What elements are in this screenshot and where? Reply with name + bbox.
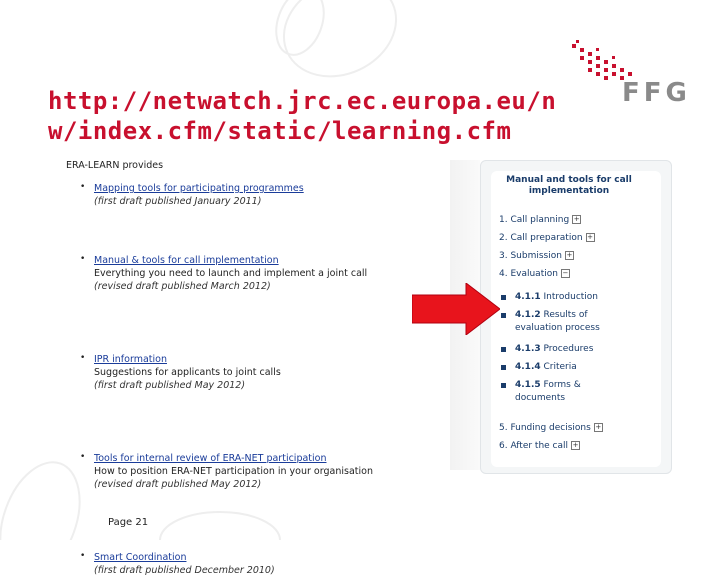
submenu-number: 4.1.4 bbox=[515, 362, 541, 372]
list-item bbox=[60, 254, 450, 293]
submenu-item-results[interactable] bbox=[515, 309, 615, 335]
bullet-icon: • bbox=[80, 452, 86, 462]
menu-item-call-planning[interactable] bbox=[499, 215, 581, 225]
resource-link-ipr-information[interactable]: IPR information bbox=[94, 354, 167, 365]
bullet-icon: • bbox=[80, 254, 86, 264]
resource-link-internal-review[interactable]: Tools for internal review of ERA-NET participation bbox=[94, 453, 327, 464]
bullet-icon: • bbox=[80, 551, 86, 561]
menu-item-label: 2. Call preparation bbox=[499, 233, 583, 243]
submenu-label: Forms & documents bbox=[515, 380, 581, 403]
submenu-number: 4.1.5 bbox=[515, 380, 541, 390]
submenu-label: Criteria bbox=[543, 362, 577, 372]
menu-item-call-preparation[interactable] bbox=[499, 233, 595, 243]
menu-item-after-the-call[interactable] bbox=[499, 441, 580, 451]
expand-icon[interactable]: + bbox=[595, 423, 602, 431]
panel-title: Manual and tools for call implementation bbox=[506, 175, 632, 196]
menu-item-funding-decisions[interactable] bbox=[499, 423, 603, 433]
ffg-logo-text: FFG bbox=[622, 78, 691, 108]
expand-icon[interactable]: + bbox=[573, 215, 580, 223]
bullet-square-icon bbox=[501, 383, 506, 388]
page-number: Page 21 bbox=[108, 517, 149, 528]
menu-item-label: 3. Submission bbox=[499, 251, 562, 261]
submenu-label: Results of evaluation process bbox=[515, 310, 600, 333]
resource-link-mapping-tools[interactable]: Mapping tools for participating programmes bbox=[94, 183, 304, 194]
resource-description: Everything you need to launch and implement a joint call bbox=[94, 268, 368, 279]
expand-icon[interactable]: + bbox=[572, 441, 579, 449]
resource-description: How to position ERA-NET participation in your organisation bbox=[94, 466, 373, 477]
submenu-item-forms[interactable] bbox=[515, 379, 605, 405]
bullet-square-icon bbox=[501, 365, 506, 370]
bullet-square-icon bbox=[501, 295, 506, 300]
list-item bbox=[60, 452, 450, 491]
intro-text: ERA-LEARN provides bbox=[66, 160, 164, 171]
red-arrow-icon bbox=[412, 283, 500, 335]
resource-link-smart-coordination[interactable]: Smart Coordination bbox=[94, 552, 187, 563]
list-item bbox=[60, 353, 450, 392]
resource-note: (revised draft published May 2012) bbox=[94, 479, 262, 490]
bullet-icon: • bbox=[80, 353, 86, 363]
submenu-number: 4.1.3 bbox=[515, 344, 541, 354]
submenu-item-criteria[interactable] bbox=[515, 361, 577, 374]
menu-item-label: 6. After the call bbox=[499, 441, 569, 451]
call-implementation-panel bbox=[480, 160, 672, 474]
submenu-item-procedures[interactable] bbox=[515, 343, 593, 356]
list-item bbox=[60, 551, 450, 577]
expand-icon[interactable]: + bbox=[566, 251, 573, 259]
submenu-item-introduction[interactable] bbox=[515, 291, 598, 304]
expand-icon[interactable]: + bbox=[587, 233, 593, 241]
submenu-label: Introduction bbox=[543, 292, 599, 302]
resource-link-manual-tools[interactable]: Manual & tools for call implementation bbox=[94, 255, 279, 266]
resource-note: (revised draft published March 2012) bbox=[94, 281, 271, 292]
list-item bbox=[60, 182, 450, 208]
submenu-number: 4.1.1 bbox=[515, 292, 541, 302]
menu-item-submission[interactable] bbox=[499, 251, 574, 261]
bullet-square-icon bbox=[501, 347, 506, 352]
menu-item-label: 4. Evaluation bbox=[499, 269, 558, 279]
menu-item-evaluation[interactable] bbox=[499, 269, 570, 279]
resource-note: (first draft published May 2012) bbox=[94, 380, 246, 391]
submenu-number: 4.1.2 bbox=[515, 310, 541, 320]
resource-note: (first draft published January 2011) bbox=[94, 196, 262, 207]
menu-item-label: 1. Call planning bbox=[499, 215, 570, 225]
collapse-icon[interactable]: − bbox=[562, 269, 569, 277]
menu-item-label: 5. Funding decisions bbox=[499, 423, 591, 433]
resource-note: (first draft published December 2010) bbox=[94, 565, 275, 576]
bullet-icon: • bbox=[80, 182, 86, 192]
resource-description: Suggestions for applicants to joint calls bbox=[94, 367, 281, 378]
page-title: http://netwatch.jrc.ec.europa.eu/n w/index.cfm/static/learning.cfm bbox=[48, 87, 557, 145]
submenu-label: Procedures bbox=[543, 344, 594, 354]
bullet-square-icon bbox=[501, 313, 506, 318]
